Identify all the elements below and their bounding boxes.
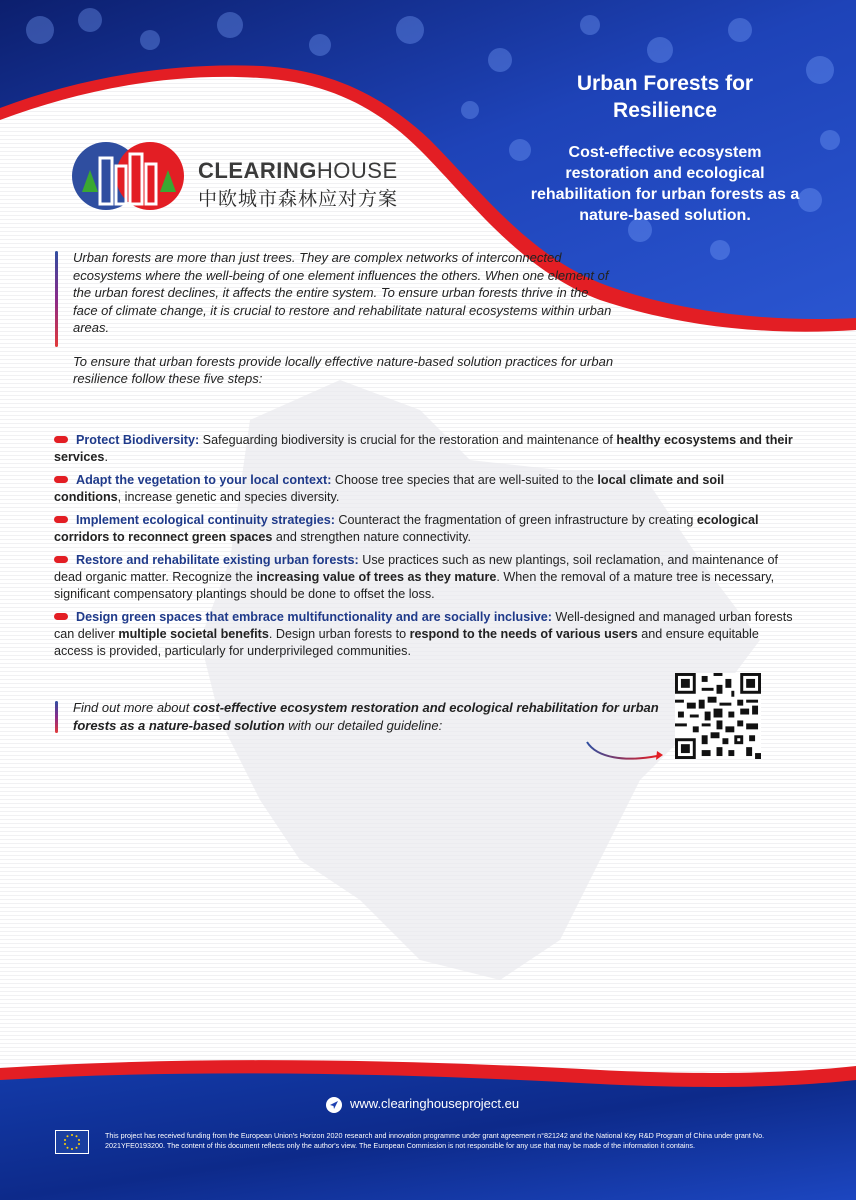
eu-flag-icon (55, 1130, 89, 1154)
page-title: Urban Forests for Resilience (576, 72, 754, 122)
website-url: www.clearinghouseproject.eu (350, 1096, 520, 1111)
location-arrow-icon (326, 1097, 342, 1113)
intro-section (55, 249, 615, 404)
guideline-text: Find out more about cost-effective ecosystem restoration and ecological rehabilitation for urban forests as a nature-based solution with our detailed guideline: (73, 700, 659, 733)
guideline-callout (55, 699, 665, 734)
bullet-pill-icon (54, 436, 68, 443)
brand-name: CLEARINGHOUSE (198, 158, 398, 183)
clearinghouse-logo (70, 140, 400, 212)
step-item: Implement ecological continuity strategies: Counteract the fragmentation of green infrastructure by creating ecological corridors to reconnect green spaces and strengthen nature connectivity. (54, 513, 759, 544)
intro-paragraph: Urban forests are more than just trees. They are complex networks of interconnected ecosystems where the well-being of one element influences the others. When one element of the urban forest declines, it affects the entire system. To ensure urban forests thrive in the face of climate change, it is crucial to restore and rehabilitate natural ecosystems within urban areas. (73, 250, 612, 335)
step-title: Adapt the vegetation to your local context: (76, 473, 332, 487)
bullet-pill-icon (54, 516, 68, 523)
intro-accent-bar (55, 251, 58, 347)
intro-steps-lead: To ensure that urban forests provide locally effective nature-based solution practices for urban resilience follow these five steps: (73, 353, 614, 386)
website-link[interactable] (326, 1096, 519, 1113)
qr-code[interactable] (675, 673, 761, 759)
step-title: Protect Biodiversity: (76, 433, 200, 447)
step-item: Restore and rehabilitate existing urban forests: Use practices such as new plantings, soil reclamation, and maintenance of dead organic matter. Recognize the increasing value of trees as they mature. When the removal of a mature tree is necessary, significant compensatory plantings should be done to offset the loss. (54, 553, 779, 601)
bullet-pill-icon (54, 613, 68, 620)
curved-arrow-icon (585, 738, 665, 766)
logo-emblem (70, 140, 188, 212)
callout-accent-bar (55, 701, 58, 733)
step-item: Adapt the vegetation to your local context: Choose tree species that are well-suited to the local climate and soil conditions, increase genetic and species diversity. (54, 473, 725, 504)
steps-list (54, 432, 794, 666)
step-title: Implement ecological continuity strategies: (76, 513, 335, 527)
page-subtitle: Cost-effective ecosystem restoration and ecological rehabilitation for urban forests as a nature-based solution. (530, 144, 800, 224)
step-item: Design green spaces that embrace multifunctionality and are socially inclusive: Well-designed and managed urban forests can deliver multiple societal benefits. Design urban forests to respond to the needs of various users and ensure equitable access is provided, particularly for underprivileged communities. (54, 610, 793, 658)
bullet-pill-icon (54, 556, 68, 563)
step-title: Restore and rehabilitate existing urban forests: (76, 553, 359, 567)
step-item: Protect Biodiversity: Safeguarding biodiversity is crucial for the restoration and maintenance of healthy ecosystems and their services. (54, 433, 793, 464)
bullet-pill-icon (54, 476, 68, 483)
step-title: Design green spaces that embrace multifunctionality and are socially inclusive: (76, 610, 552, 624)
funding-disclaimer: This project has received funding from the European Union's Horizon 2020 research and innovation programme under grant agreement n°821242 and the National Key R&D Program of China under grant No. 2021YFE0193200. The content of this document reflects only the author's view. The European Commission is not responsible for any use that may be made of the information it contains. (105, 1131, 765, 1150)
brand-name-chinese: 中欧城市森林应对方案 (198, 189, 399, 210)
